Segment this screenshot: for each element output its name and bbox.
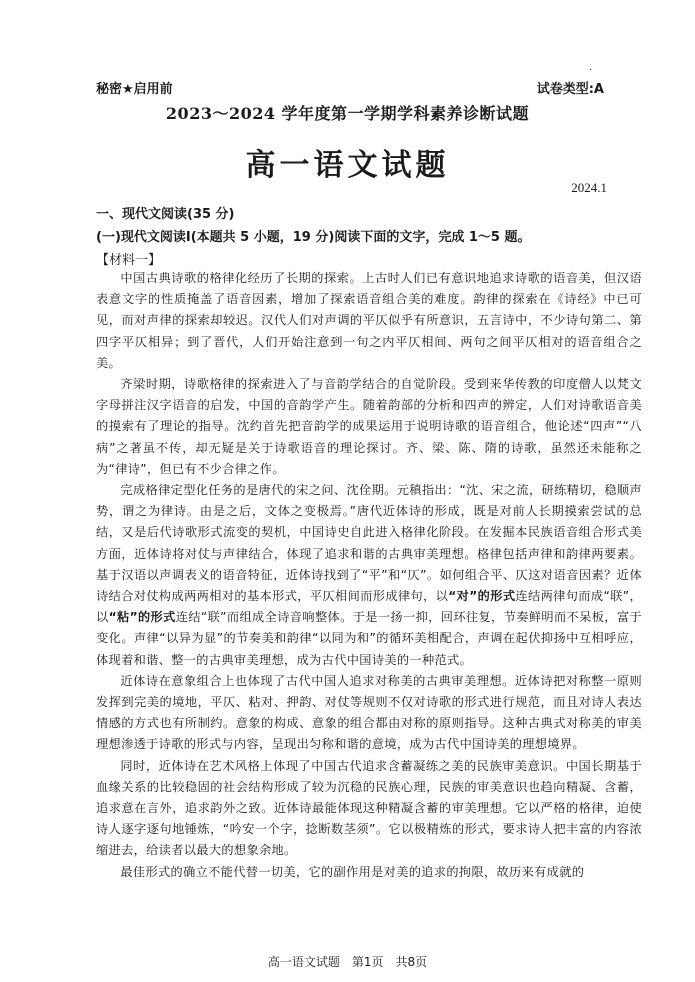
section-heading: 一、现代文阅读(35 分) <box>96 207 235 222</box>
page-footer: 高一语文试题 第1页 共8页 <box>267 955 428 969</box>
paragraph-3-part-a: 完成格律定型化任务的是唐代的宋之问、沈佺期。元稹指出：“沈、宋之流，研练精切，稳顺声势，谓之为律诗。由是之后，文体之变极焉。”唐代近体诗的形成，既是对前人长期摸索尝试的总结，又是后代诗歌形式流变的契机，中国诗史自此进入格律化阶段。在发掘本民族语音组合形式美方面，近体诗将对仗与声律结合，体现了追求和谐的古典审美理想。格律包括声律和韵律两要素。基于汉语以声调表义的语音特征，近体诗找到了“平”和“仄”。如何组合平、仄这对语音因素？近体诗结合对仗构成两两相对的基本形式，平仄相间而形成律句，以 <box>96 483 642 604</box>
stray-dot: . <box>589 62 593 73</box>
paragraph-4: 近体诗在意象组合上也体现了古代中国人追求对称美的古典审美理想。近体诗把对称整一原则发挥到完美的境地，平仄、粘对、押韵、对仗等规则不仅对诗歌的形式进行规范，而且对诗人表达情感的方式也有所制约。意象的构成、意象的组合都由对称的原则指导。这种古典式对称美的审美理想渗透于诗歌的形式与内容，呈现出匀称和谐的意境，成为古代中国诗美的理想境界。 <box>96 673 642 752</box>
paragraph-2: 齐梁时期，诗歌格律的探索进入了与音韵学结合的自觉阶段。受到来华传教的印度僧人以梵文字母拼注汉字语音的启发，中国的音韵学产生。随着韵部的分析和四声的辨定，人们对诗歌语音美的摸索有了理论的指导。沈约首先把音韵学的成果运用于说明诗歌的语音组合，他论述“四声”“八病”之著虽不传，却无疑是关于诗歌语音的理论探讨。齐、梁、陈、隋的诗歌，虽然还未能称之为“律诗”，但已有不少合律之作。 <box>96 377 642 476</box>
paragraph-6: 最佳形式的确立不能代替一切美，它的副作用是对美的追求的拘限，故历来有成就的 <box>120 864 585 879</box>
header-row <box>96 78 604 96</box>
paragraph-5: 同时，近体诗在艺术风格上体现了中国古代追求含蓄凝练之美的民族审美意识。中国长期基于血缘关系的比较稳固的社会结构形成了较为沉稳的民族心理，民族的审美意识也趋向精凝、含蓄，追求意在言外，追求韵外之致。近体诗最能体现这种精凝含蓄的审美理想。它以严格的格律，迫使诗人逐字逐句地锤炼，“吟安一个字，捻断数茎须”。它以极精炼的形式，要求诗人把丰富的内容浓缩进去，给读者以最大的想象余地。 <box>96 758 642 858</box>
exam-date: 2024.1 <box>571 180 607 195</box>
exam-type-label: 试卷类型:A <box>536 82 604 97</box>
exam-subtitle: 2023～2024 学年度第一学期学科素养诊断试题 <box>165 104 530 123</box>
confidential-label: 秘密★启用前 <box>96 82 173 97</box>
reading-passage <box>96 268 642 883</box>
paragraph-3-bold-nian: “粘”的形式 <box>108 610 176 625</box>
paragraph-1: 中国古典诗歌的格律化经历了长期的探索。上古时人们已有意识地追求诗歌的语音美，但汉语表意文字的性质掩盖了语音因素，增加了探索语音组合美的难度。韵律的探索在《诗经》中已可见，而对声律的探索却较迟。汉代人们对声调的平仄似乎有所意识，五言诗中，不少诗句第二、第四字平仄相异；到了晋代，人们开始注意到一句之内平仄相间、两句之间平仄相对的语音组合之美。 <box>96 271 642 370</box>
paragraph-3 <box>96 480 642 671</box>
paragraph-3-bold-dui: “对”的形式 <box>448 589 516 604</box>
subsection-heading: (一)现代文阅读Ⅰ(本题共 5 小题，19 分)阅读下面的文字，完成 1～5 题。 <box>96 230 531 245</box>
exam-title: 高一语文试题 <box>245 148 450 183</box>
paragraph-3-part-c: 连结两律句而成“联”，以 <box>96 589 643 625</box>
paragraph-3-part-e: 连结“联”而组成全诗音响整体。于是一扬一抑，回环往复，节奏鲜明而不呆板，富于变化。声律“以异为显”的节奏美和韵律“以同为和”的循环美相配合，声调在起伏抑扬中互相呼应，体现着和谐、整一的古典审美理想，成为古代中国诗美的一种范式。 <box>96 610 643 667</box>
material-label: 【材料一】 <box>96 253 162 268</box>
